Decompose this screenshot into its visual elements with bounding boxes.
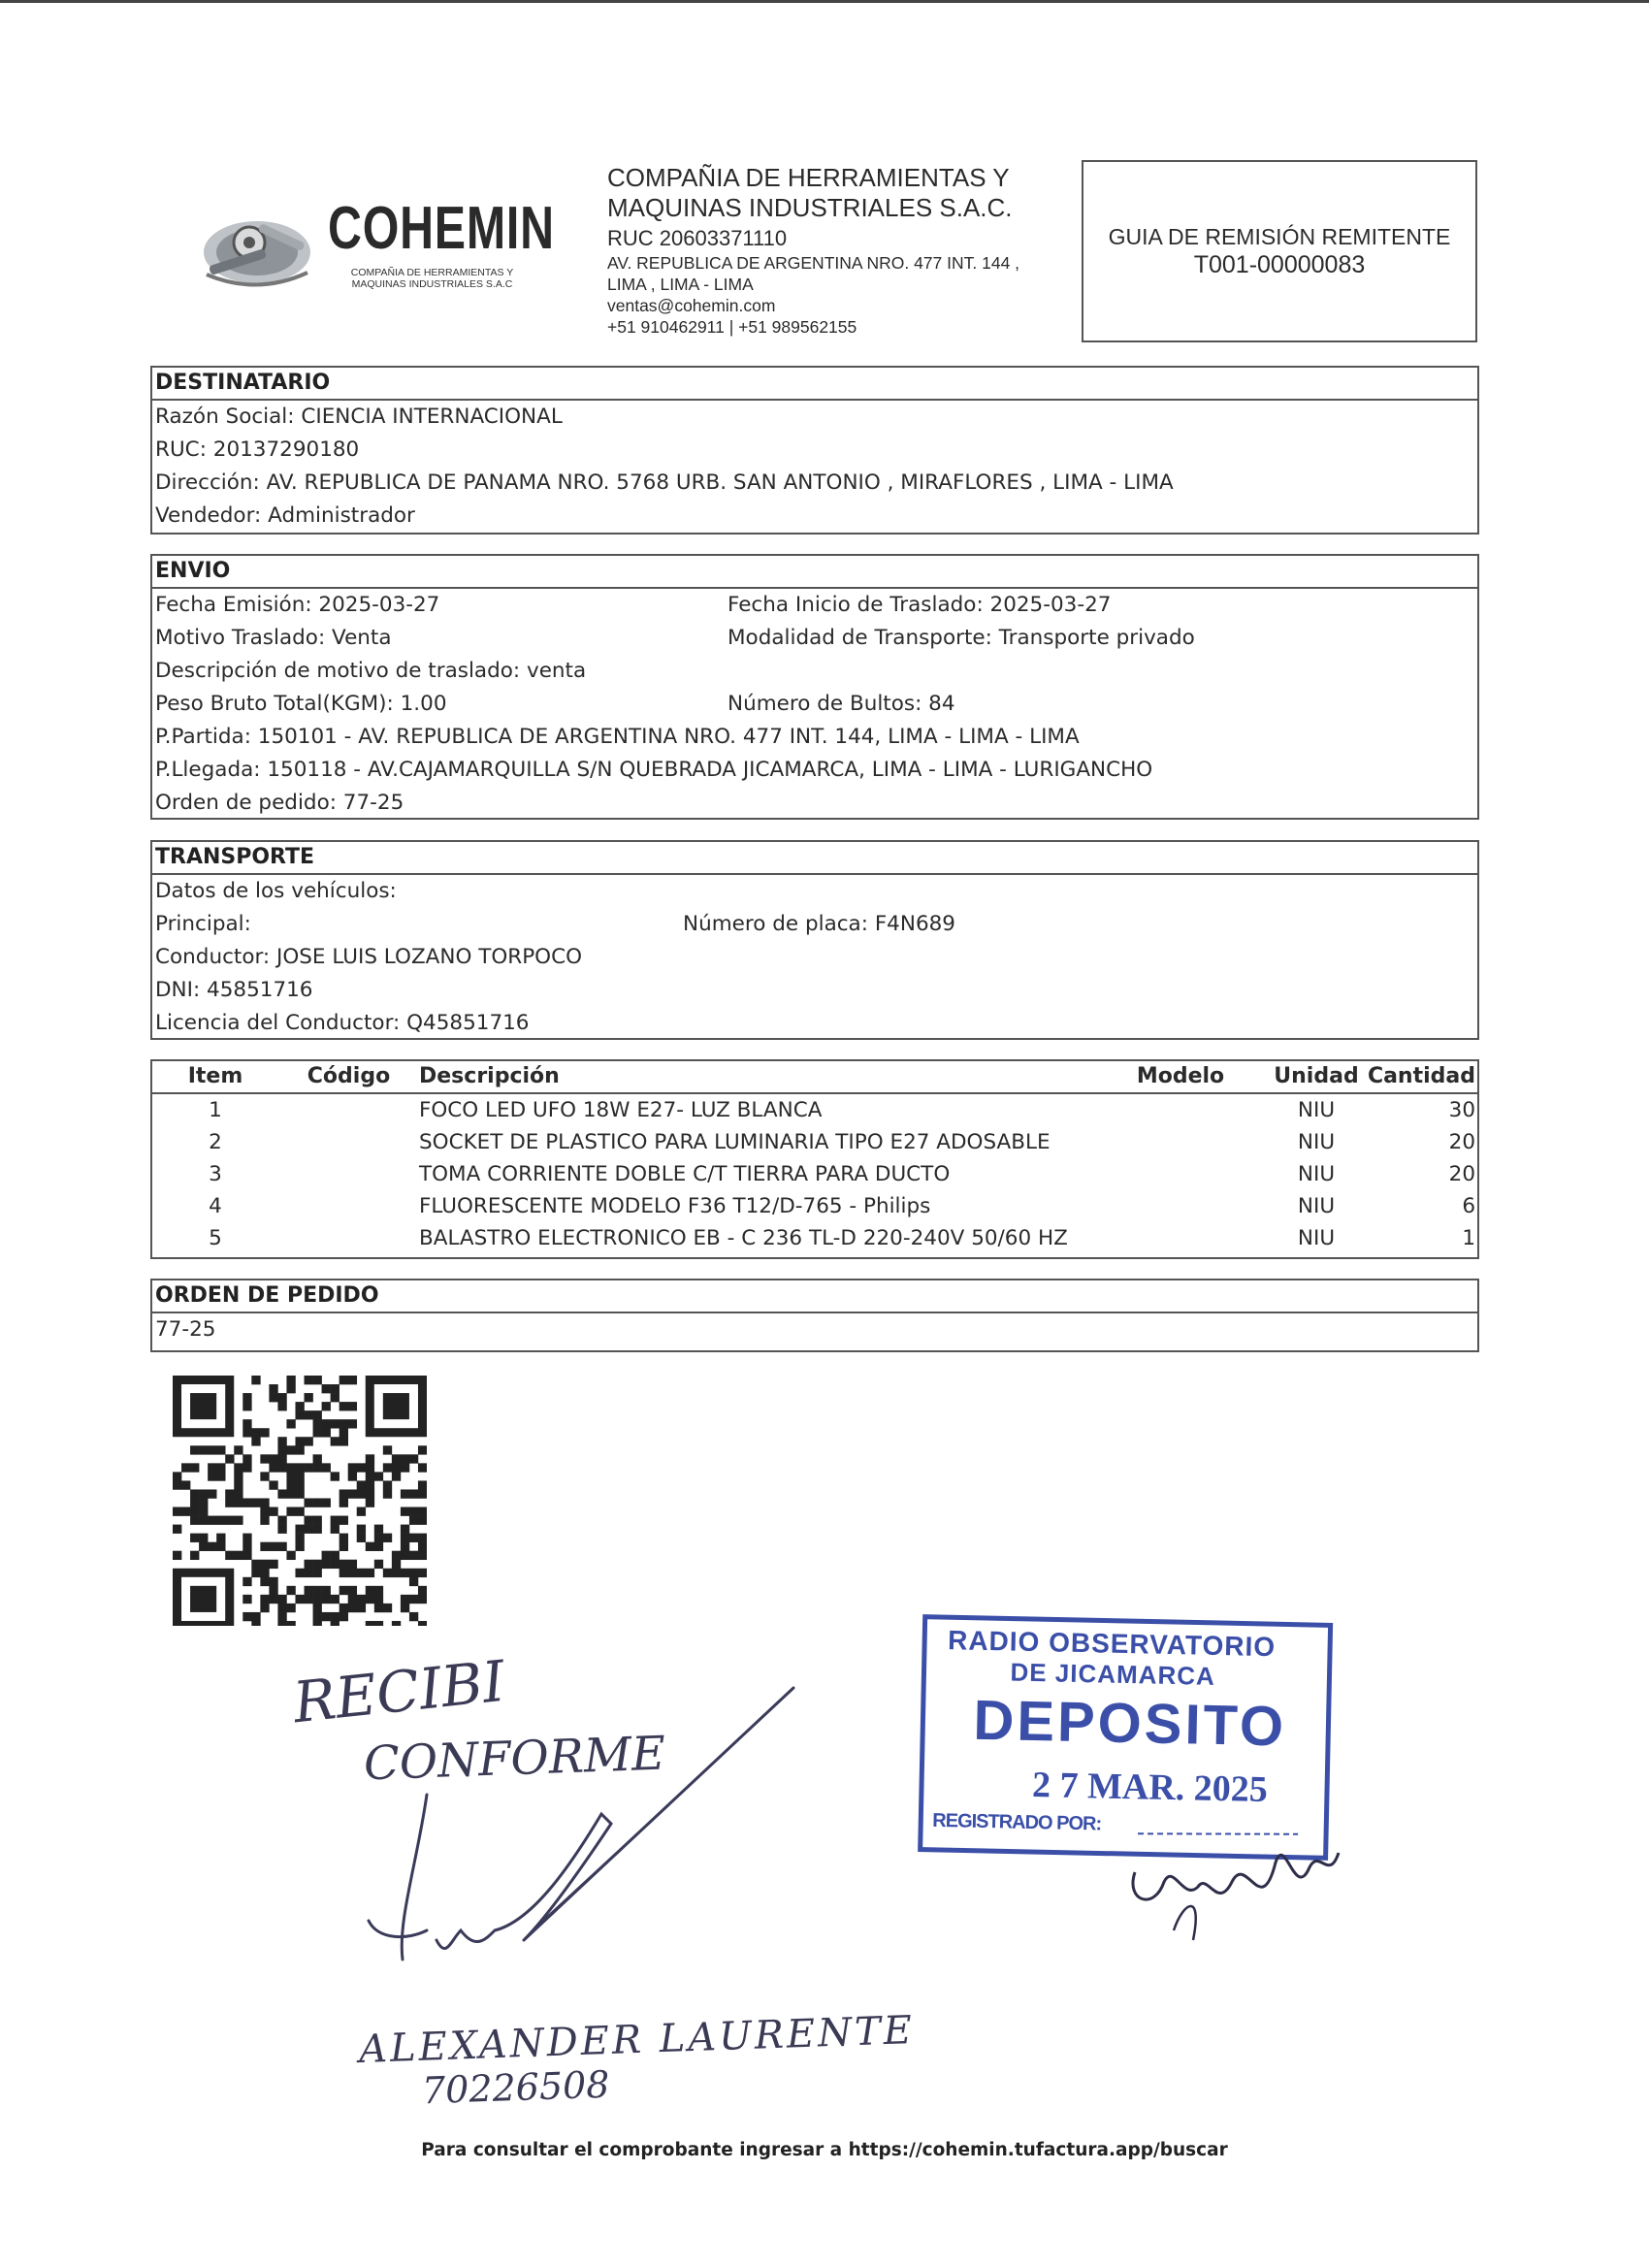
company-name-line1: COMPAÑIA DE HERRAMIENTAS Y (607, 163, 1010, 192)
cell-cantidad: 20 (1448, 1162, 1475, 1186)
handwritten-receipt (281, 1647, 916, 2115)
handwritten-id: 70226508 (421, 2062, 611, 2113)
company-name-line2: MAQUINAS INDUSTRIALES S.A.C. (607, 193, 1013, 222)
stamp-date: 2 7 MAR. 2025 (1031, 1765, 1269, 1811)
company-email: ventas@cohemin.com (607, 296, 776, 315)
document-number-box (1082, 160, 1477, 342)
licencia-conductor: Licencia del Conductor: Q45851716 (155, 1011, 530, 1035)
punto-partida: P.Partida: 150101 - AV. REPUBLICA DE ARGENTINA NRO. 477 INT. 144, LIMA - LIMA - LIMA (155, 725, 1080, 749)
cell-descripcion: TOMA CORRIENTE DOBLE C/T TIERRA PARA DUCTO (419, 1162, 951, 1186)
col-item-header: Item (187, 1064, 243, 1088)
document-type: GUIA DE REMISIÓN REMITENTE (1108, 224, 1451, 249)
company-address-line1: AV. REPUBLICA DE ARGENTINA NRO. 477 INT. 144 , (607, 253, 1020, 273)
cell-unidad: NIU (1297, 1130, 1336, 1154)
cell-item: 4 (209, 1194, 222, 1218)
destinatario-direccion: Dirección: AV. REPUBLICA DE PANAMA NRO. 5768 URB. SAN ANTONIO , MIRAFLORES , LIMA - LIMA (155, 470, 1174, 495)
cell-unidad: NIU (1297, 1162, 1336, 1186)
table-row (152, 1094, 1477, 1126)
qr-code[interactable] (173, 1376, 427, 1626)
section-title: ORDEN DE PEDIDO (152, 1280, 1477, 1313)
motivo-traslado: Motivo Traslado: Venta (155, 626, 392, 650)
cell-cantidad: 6 (1462, 1194, 1475, 1218)
gear-tools-logo-icon (189, 199, 325, 296)
table-header (152, 1061, 1477, 1094)
numero-placa: Número de placa: F4N689 (683, 912, 955, 936)
cell-cantidad: 1 (1462, 1226, 1475, 1250)
section-title: DESTINATARIO (152, 368, 1477, 401)
transporte-section (150, 840, 1479, 1040)
envio-row-4 (152, 688, 1477, 721)
handwritten-recibi: RECIBI (290, 1647, 508, 1736)
cell-cantidad: 30 (1448, 1098, 1475, 1122)
handwritten-name: ALEXANDER LAURENTE (358, 2008, 916, 2072)
conductor-dni: DNI: 45851716 (155, 978, 313, 1002)
orden-pedido-section (150, 1279, 1479, 1352)
cell-unidad: NIU (1297, 1194, 1336, 1218)
table-row (152, 1126, 1477, 1158)
stamp-line-1: RADIO OBSERVATORIO (947, 1625, 1277, 1663)
company-address-line2: LIMA , LIMA - LIMA (607, 275, 754, 294)
cell-descripcion: BALASTRO ELECTRONICO EB - C 236 TL-D 220-240V 50/60 HZ (419, 1226, 1068, 1250)
destinatario-ruc: RUC: 20137290180 (155, 437, 360, 462)
peso-bruto: Peso Bruto Total(KGM): 1.00 (155, 692, 447, 716)
section-title: TRANSPORTE (152, 842, 1477, 875)
razon-social: Razón Social: CIENCIA INTERNACIONAL (155, 405, 563, 429)
col-cantidad-header: Cantidad (1367, 1064, 1475, 1088)
stamp-signature (1116, 1814, 1348, 1960)
company-info (607, 163, 1063, 338)
document-number: T001-00000083 (1193, 251, 1366, 278)
company-ruc: RUC 20603371110 (607, 226, 788, 250)
descripcion-motivo: Descripción de motivo de traslado: venta (155, 659, 587, 683)
col-codigo-header: Código (307, 1064, 391, 1088)
cell-cantidad: 20 (1448, 1130, 1475, 1154)
stamp-line-2: DE JICAMARCA (1010, 1657, 1216, 1691)
cell-unidad: NIU (1297, 1226, 1336, 1250)
cell-descripcion: FOCO LED UFO 18W E27- LUZ BLANCA (419, 1098, 823, 1122)
modalidad-transporte: Modalidad de Transporte: Transporte privado (728, 626, 1195, 650)
handwritten-conforme: CONFORME (363, 1726, 666, 1792)
cell-item: 2 (209, 1130, 222, 1154)
logo-wordmark: COHEMIN (328, 195, 555, 262)
table-row (152, 1222, 1477, 1254)
col-descripcion-header: Descripción (419, 1064, 560, 1088)
conductor: Conductor: JOSE LUIS LOZANO TORPOCO (155, 945, 583, 969)
section-title: ENVIO (152, 556, 1477, 589)
scan-top-edge (0, 0, 1649, 3)
orden-pedido-line: Orden de pedido: 77-25 (155, 791, 404, 815)
logo-subtitle: COMPAÑIA DE HERRAMIENTAS Y MAQUINAS INDUSTRIALES S.A.C (350, 267, 514, 290)
items-table (150, 1059, 1479, 1259)
envio-section (150, 554, 1479, 820)
table-row (152, 1190, 1477, 1222)
cell-item: 3 (209, 1162, 222, 1186)
envio-row-2 (152, 622, 1477, 655)
table-row (152, 1158, 1477, 1190)
company-logo (189, 195, 555, 306)
handwritten-signature (281, 1649, 824, 1998)
company-phones: +51 910462911 | +51 989562155 (607, 317, 857, 337)
cell-item: 1 (209, 1098, 222, 1122)
col-unidad-header: Unidad (1274, 1064, 1359, 1088)
transporte-row-2 (152, 908, 1477, 941)
destinatario-section (150, 366, 1479, 535)
footer-consult-link: Para consultar el comprobante ingresar a https://cohemin.tufactura.app/buscar (421, 2140, 1228, 2160)
fecha-emision: Fecha Emisión: 2025-03-27 (155, 593, 440, 617)
cell-unidad: NIU (1297, 1098, 1336, 1122)
envio-row-1 (152, 589, 1477, 622)
vendedor: Vendedor: Administrador (155, 503, 415, 528)
cell-descripcion: SOCKET DE PLASTICO PARA LUMINARIA TIPO E27 ADOSABLE (419, 1130, 1051, 1154)
cell-item: 5 (209, 1226, 222, 1250)
stamp-registered: REGISTRADO POR: (932, 1809, 1102, 1835)
stamp-deposito: DEPOSITO (972, 1688, 1287, 1759)
punto-llegada: P.Llegada: 150118 - AV.CAJAMARQUILLA S/N QUEBRADA JICAMARCA, LIMA - LIMA - LURIGANCHO (155, 758, 1153, 782)
principal-label: Principal: (155, 912, 251, 936)
fecha-inicio-traslado: Fecha Inicio de Traslado: 2025-03-27 (728, 593, 1112, 617)
orden-pedido-value: 77-25 (155, 1317, 216, 1342)
numero-bultos: Número de Bultos: 84 (728, 692, 955, 716)
datos-vehiculos: Datos de los vehículos: (155, 879, 397, 903)
col-modelo-header: Modelo (1136, 1064, 1225, 1088)
cell-descripcion: FLUORESCENTE MODELO F36 T12/D-765 - Philips (419, 1194, 931, 1218)
